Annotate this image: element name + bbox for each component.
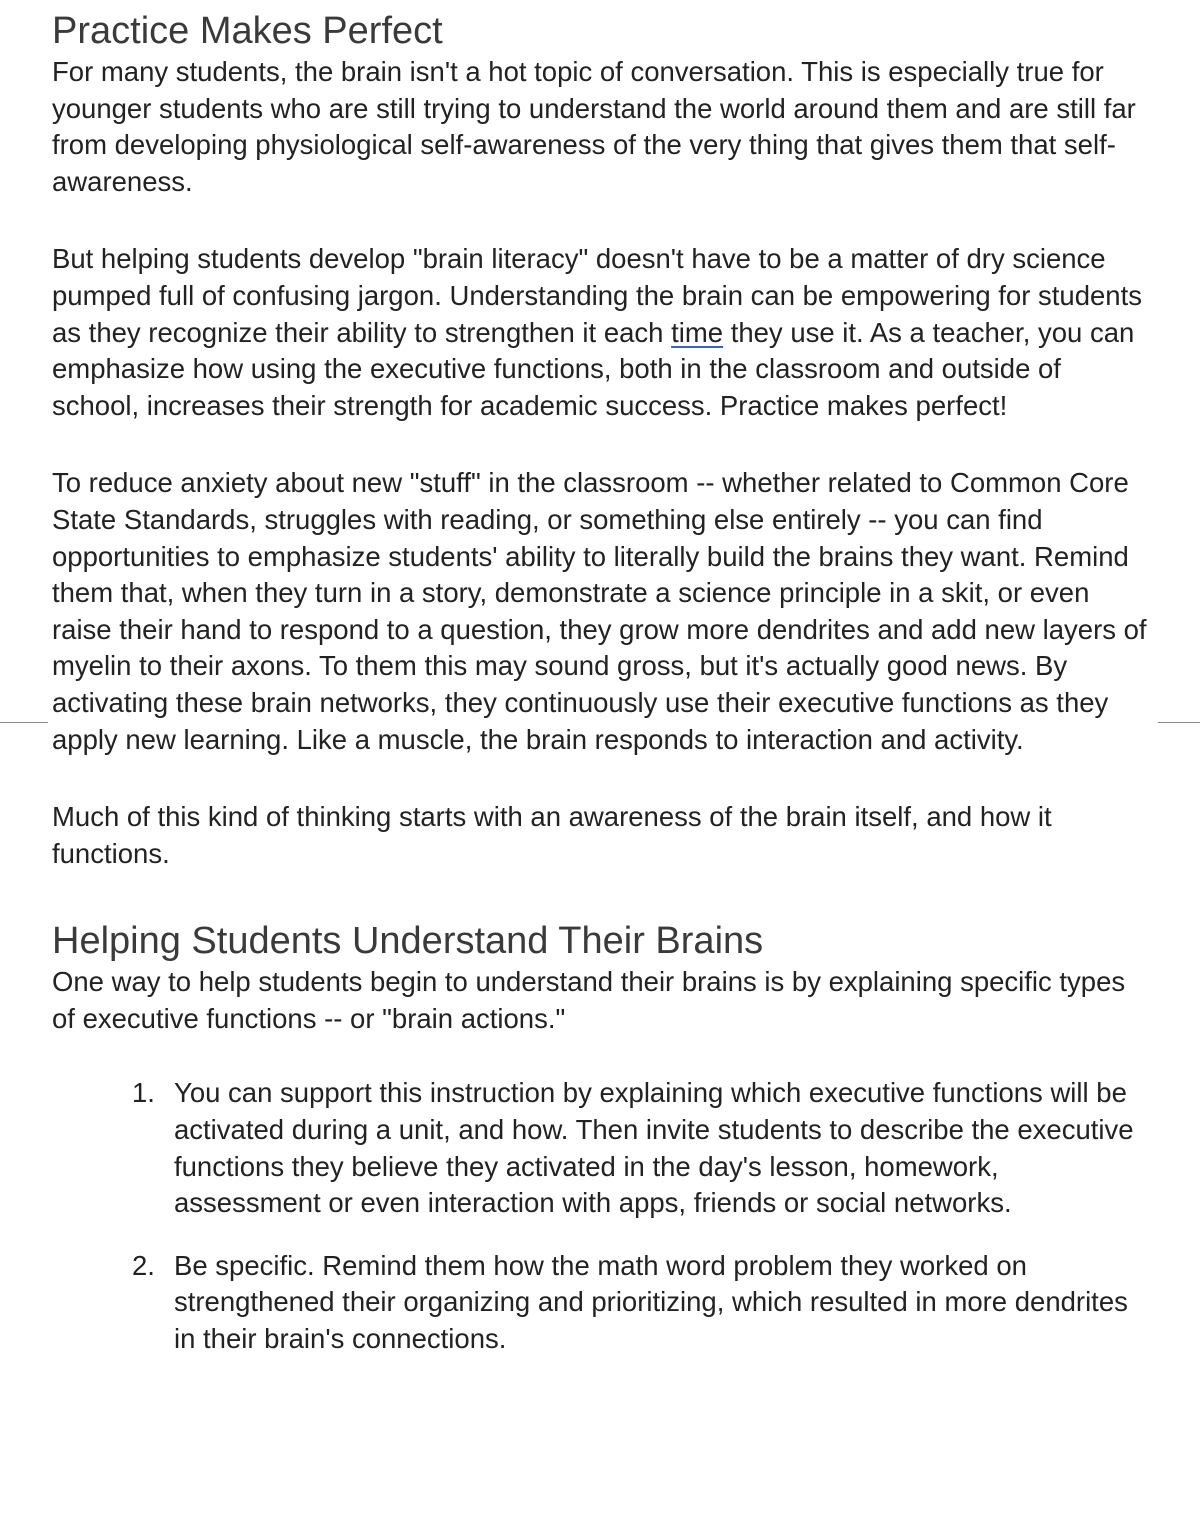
paragraph-intro: For many students, the brain isn't a hot topic of conversation. This is especially true for younger students who are still trying to understand the world around them and are still far from developing physiological self-awareness of the very thing that gives them that self-awareness.	[52, 56, 1136, 197]
paragraph-awareness: Much of this kind of thinking starts with an awareness of the brain itself, and how it functions.	[52, 801, 1052, 869]
spellcheck-underlined-word[interactable]: time	[671, 316, 724, 348]
list-item	[52, 1248, 1152, 1358]
list-item-number: 2.	[132, 1249, 155, 1281]
document-page	[52, 8, 1152, 1358]
paragraph-text: they use it. As a teacher, you can emphasize how using the executive functions, both in the classroom and outside of school, increases their strength for academic success. Practice makes perfect!	[52, 316, 1135, 421]
paragraph-one-way: One way to help students begin to understand their brains is by explaining specific types of executive functions -- or "brain actions."	[52, 966, 1126, 1034]
page-margin-mark-right	[1158, 722, 1200, 723]
paragraph-text: But helping students develop "brain literacy" doesn't have to be a matter of dry science pumped full of confusing jargon. Understanding the brain can be empowering for students as they recognize their ability to strengthen it each	[52, 243, 1142, 348]
paragraph-brain-literacy	[52, 241, 1152, 424]
section-heading-helping-students: Helping Students Understand Their Brains	[52, 920, 764, 963]
paragraph-reduce-anxiety: To reduce anxiety about new "stuff" in the classroom -- whether related to Common Core State Standards, struggles with reading, or something else entirely -- you can find opportunities to emphasize students' ability to literally build the brains they want. Remind them that, when they turn in a story, demonstrate a science principle in a skit, or even raise their hand to respond to a question, they grow more dendrites and add new layers of myelin to their axons. To them this may sound gross, but it's actually good news. By activating these brain networks, they continuously use their executive functions as they apply new learning. Like a muscle, the brain responds to interaction and activity.	[52, 467, 1147, 755]
numbered-list	[52, 1075, 1152, 1357]
list-item-text: You can support this instruction by explaining which executive functions will be activated during a unit, and how. Then invite students to describe the executive functions they believe they activated in the day's lesson, homework, assessment or even interaction with apps, friends or social networks.	[174, 1077, 1134, 1219]
section-heading-practice-makes-perfect: Practice Makes Perfect	[52, 10, 443, 52]
list-item-number: 1.	[132, 1077, 155, 1109]
page-margin-mark-left	[0, 722, 48, 723]
list-item-text: Be specific. Remind them how the math word problem they worked on strengthened their organizing and prioritizing, which resulted in more dendrites in their brain's connections.	[174, 1249, 1128, 1355]
list-item	[52, 1075, 1152, 1221]
